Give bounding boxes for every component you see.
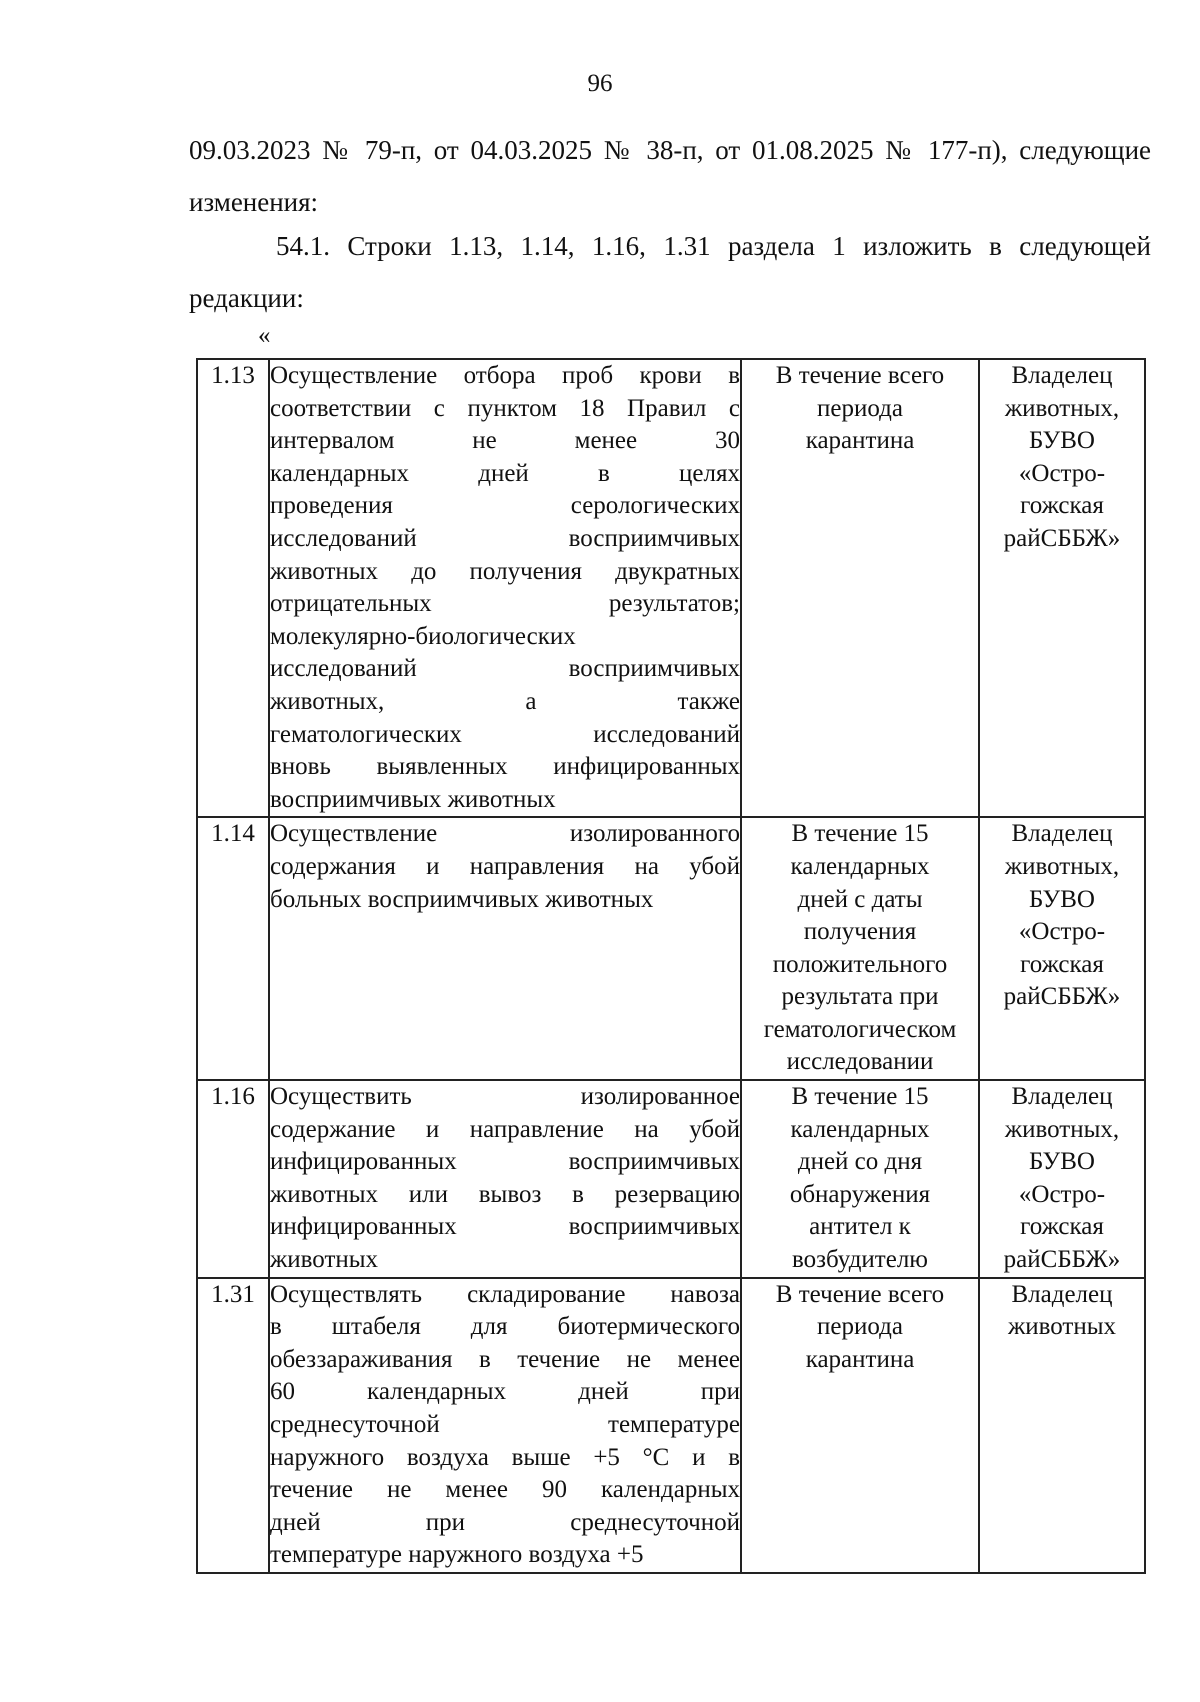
table-row bbox=[197, 359, 1145, 817]
open-quote-mark: « bbox=[258, 322, 271, 349]
description-line: инфицированных восприимчивых bbox=[270, 1213, 740, 1241]
responsible-party: Владелец животных, БУВО «Остро- гожская райСББЖ» bbox=[979, 1080, 1145, 1278]
description-line: животных или вывоз в резервацию bbox=[270, 1180, 740, 1208]
execution-term: В течение 15 календарных дней с даты получения положительного результата при гематологическом исследовании bbox=[741, 817, 979, 1080]
measure-description bbox=[269, 359, 741, 817]
description-line: животных bbox=[270, 1246, 379, 1274]
description-line: молекулярно-биологических bbox=[270, 622, 576, 650]
description-line: отрицательных результатов; bbox=[270, 590, 740, 618]
row-number: 1.16 bbox=[197, 1080, 269, 1278]
intro-line: изменения: bbox=[189, 187, 319, 217]
row-number: 1.14 bbox=[197, 817, 269, 1080]
description-line: больных восприимчивых животных bbox=[270, 885, 654, 913]
description-line: исследований восприимчивых bbox=[270, 524, 740, 552]
description-line: животных до получения двукратных bbox=[270, 557, 740, 585]
clause-line: редакции: bbox=[189, 283, 304, 313]
page-number: 96 bbox=[587, 70, 613, 97]
row-number: 1.31 bbox=[197, 1278, 269, 1573]
table-row bbox=[197, 817, 1145, 1080]
measure-description bbox=[269, 1278, 741, 1573]
description-line: вновь выявленных инфицированных bbox=[270, 753, 740, 781]
description-line: Осуществить изолированное bbox=[270, 1083, 740, 1111]
description-line: Осуществлять складирование навоза bbox=[270, 1280, 740, 1308]
description-line: содержание и направление на убой bbox=[270, 1115, 740, 1143]
execution-term: В течение всего периода карантина bbox=[741, 359, 979, 817]
amendment-table bbox=[196, 358, 1146, 1574]
description-line: наружного воздуха выше +5 °С и в bbox=[270, 1443, 740, 1471]
clause-line: 54.1. Строки 1.13, 1.14, 1.16, 1.31 раздела 1 изложить в следующей bbox=[276, 231, 1151, 261]
table-row bbox=[197, 1080, 1145, 1278]
execution-term: В течение 15 календарных дней со дня обнаружения антител к возбудителю bbox=[741, 1080, 979, 1278]
amendment-table-body bbox=[197, 359, 1145, 1573]
intro-paragraph bbox=[189, 124, 1151, 228]
table-row bbox=[197, 1278, 1145, 1573]
description-line: Осуществление изолированного bbox=[270, 820, 740, 848]
description-line: инфицированных восприимчивых bbox=[270, 1148, 740, 1176]
description-line: животных, а также bbox=[270, 687, 740, 715]
description-line: восприимчивых животных bbox=[270, 785, 556, 813]
clause-paragraph bbox=[189, 220, 1151, 324]
execution-term: В течение всего периода карантина bbox=[741, 1278, 979, 1573]
description-line: дней при среднесуточной bbox=[270, 1508, 740, 1536]
description-line: Осуществление отбора проб крови в bbox=[270, 362, 740, 389]
description-line: 60 календарных дней при bbox=[270, 1378, 740, 1406]
description-line: исследований восприимчивых bbox=[270, 655, 740, 683]
description-line: проведения серологических bbox=[270, 492, 740, 520]
description-line: гематологических исследований bbox=[270, 720, 740, 748]
description-line: календарных дней в целях bbox=[270, 459, 740, 487]
description-line: содержания и направления на убой bbox=[270, 852, 740, 880]
description-line: обеззараживания в течение не менее bbox=[270, 1345, 740, 1373]
description-line: интервалом не менее 30 bbox=[270, 427, 740, 455]
measure-description bbox=[269, 817, 741, 1080]
responsible-party: Владелец животных bbox=[979, 1278, 1145, 1573]
responsible-party: Владелец животных, БУВО «Остро- гожская райСББЖ» bbox=[979, 359, 1145, 817]
row-number: 1.13 bbox=[197, 359, 269, 817]
intro-line: 09.03.2023 № 79-п, от 04.03.2025 № 38-п, от 01.08.2025 № 177-п), следующие bbox=[189, 135, 1151, 165]
description-line: температуре наружного воздуха +5 bbox=[270, 1541, 644, 1569]
description-line: среднесуточной температуре bbox=[270, 1411, 740, 1438]
description-line: в штабеля для биотермического bbox=[270, 1313, 740, 1341]
description-line: соответствии с пунктом 18 Правил с bbox=[270, 394, 740, 422]
description-line: течение не менее 90 календарных bbox=[270, 1476, 740, 1504]
responsible-party: Владелец животных, БУВО «Остро- гожская райСББЖ» bbox=[979, 817, 1145, 1080]
measure-description bbox=[269, 1080, 741, 1278]
